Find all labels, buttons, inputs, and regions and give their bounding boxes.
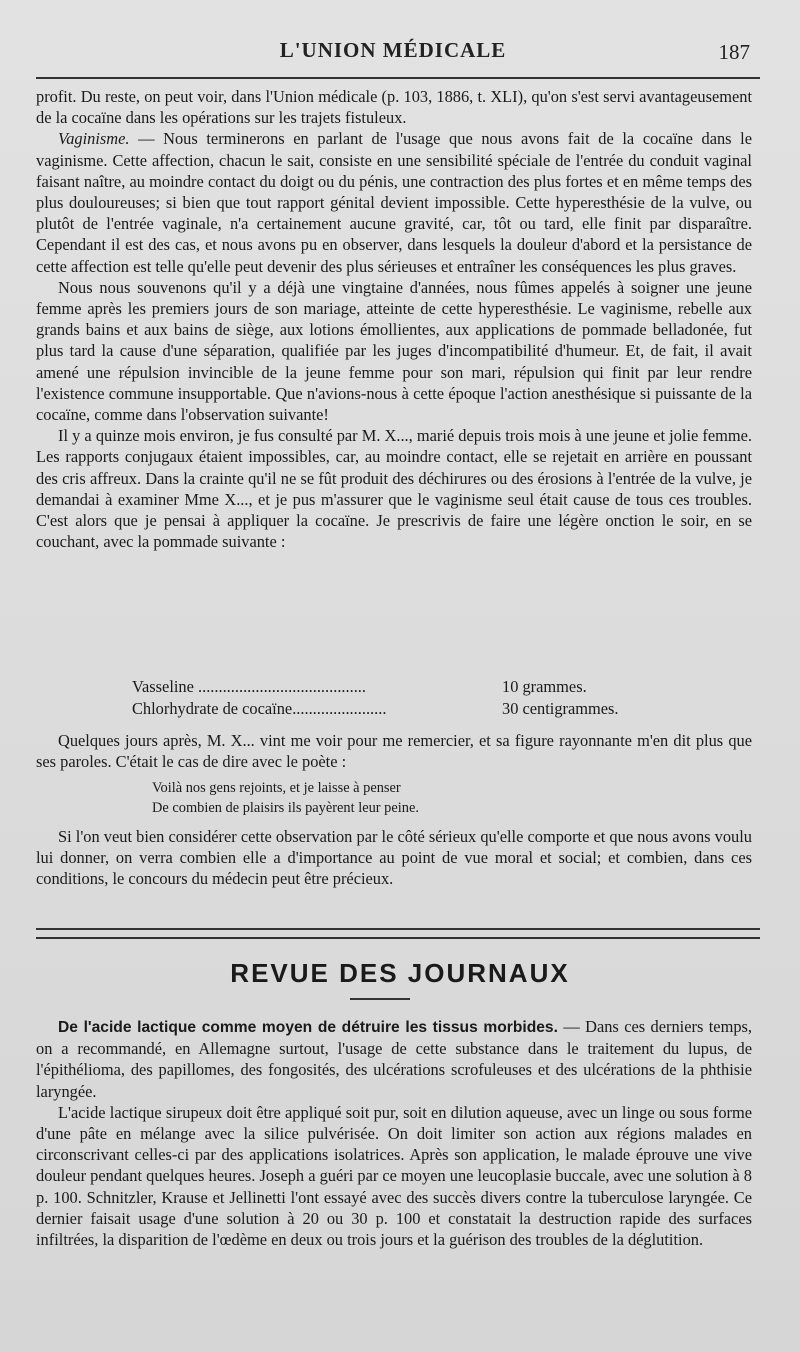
verse-line: Voilà nos gens rejoints, et je laisse à penser (152, 780, 401, 796)
ingredient-quantity: 30 centigrammes. (502, 699, 619, 718)
prescription-line (132, 698, 662, 720)
running-title: L'UNION MÉDICALE (279, 38, 507, 62)
article-lead-paragraph (36, 1016, 752, 1102)
article-title: De l'acide lactique comme moyen de détruire les tissus morbides. (58, 1019, 558, 1036)
title-underline (350, 998, 410, 1000)
journal-review-article (36, 1016, 752, 1250)
section-title: REVUE DES JOURNAUX (230, 958, 570, 988)
paragraph: L'acide lactique sirupeux doit être appliqué soit pur, soit en dilution aqueuse, avec un linge ou sous forme d'une pâte en mélange avec la silice pulvérisée. On doit limiter son action aux régions malades en circonscrivant celles-ci par des applications isolatrices. Après son application, le malade éprouve une vive douleur pendant quelques heures. Joseph a guéri par ce moyen une leucoplasie buccale, avec une solution à 8 p. 100. Schnitzler, Krause et Jellinetti l'ont essayé avec des succès divers contre la tuberculose laryngée. Ce dernier faisait usage d'une solution à 20 ou 30 p. 100 et constatait la destruction rapide des surfaces infiltrées, la disparition de l'œdème en deux ou trois jours et la guérison des troubles de la déglutition. (36, 1102, 752, 1250)
section-divider (36, 928, 760, 939)
paragraph: Quelques jours après, M. X... vint me voir pour me remercier, et sa figure rayonnante m'en dit plus que ses paroles. C'était le cas de dire avec le poète : (36, 731, 752, 772)
prescription (132, 676, 662, 720)
ingredient-name: Vasseline ......................................... (132, 677, 367, 696)
paragraph: Il y a quinze mois environ, je fus consulté par M. X..., marié depuis trois mois à une jeune et jolie femme. Les rapports conjugaux étaient impossibles, car, au moindre contact, elle se rejetait en arrière en poussant des cris affreux. Dans la crainte qu'il ne se fût produit des déchirures ou des érosions à l'entrée de la vulve, je demandai à examiner Mme X..., et je pus m'assurer que le vaginisme seul était cause de tous ces troubles. C'est alors que je pensai à appliquer la cocaïne. Je prescrivis de faire une légère onction le soir, en se couchant, avec la pommade suivante : (36, 426, 752, 552)
paragraph-text: — Nous terminerons en parlant de l'usage que nous avons fait de la cocaïne dans le vaginisme. Cette affection, chacun le sait, consiste en une sensibilité spéciale de l'entrée du conduit vaginal faisant naître, au moindre contact du doigt ou du pénis, une contraction des plus fortes et en même temps des plus douloureuses; si bien que tout rapport génital devient impossible. Cette hyperesthésie de la vulve, ou plutôt de l'entrée vaginale, n'a certainement aucune gravité, car, tôt ou tard, elle finit par disparaître. Cependant il est des cas, et nous avons pu en observer, dans lesquels la douleur d'abord et la persistance de cette affection est telle qu'elle peut devenir des plus sérieuses et entraîner les conséquences les plus graves. (36, 129, 752, 276)
paragraph-block (36, 730, 752, 772)
ingredient-name: Chlorhydrate de cocaïne....................... (132, 699, 387, 718)
paragraph: Nous nous souvenons qu'il y a déjà une vingtaine d'années, nous fûmes appelés à soigner une jeune femme après les premiers jours de son mariage, atteinte de cette hyperesthésie. Le vaginisme, rebelle aux grands bains et aux bains de siège, aux lotions émollientes, aux applications de pommade belladonée, fut plus tard la cause d'une séparation, qualifiée par les juges d'incompatibilité d'humeur. Et, de fait, il avait amené une répulsion invincible de la jeune femme pour son mari, répulsion qui finit par leur rendre l'existence commune insupportable. Que n'avions-nous à cette époque l'action anesthésique si puissante de la cocaïne, comme dans l'observation suivante! (36, 277, 752, 425)
prescription-line (132, 676, 662, 698)
paragraph: Si l'on veut bien considérer cette observation par le côté sérieux qu'elle comporte et que nous avons voulu lui donner, on verra combien elle a d'importance au point de vue moral et social; et combien, dans ces conditions, le concours du médecin peut être précieux. (36, 827, 752, 889)
paragraph-vaginisme (36, 128, 752, 276)
page-number: 187 (718, 40, 750, 64)
paragraph: profit. Du reste, on peut voir, dans l'Union médicale (p. 103, 1886, t. XLI), qu'on s'est servi avantageusement de la cocaïne dans les opérations sur les trajets fistuleux. (36, 87, 752, 128)
header-rule (36, 77, 760, 79)
paragraph-text: — Dans ces derniers temps, on a recommandé, en Allemagne surtout, l'usage de cette substance dans le traitement du lupus, de l'épithélioma, des papillomes, des fongosités, des ulcérations scrofuleuses et des ulcérations de la phthisie laryngée. (36, 1017, 752, 1101)
ingredient-quantity: 10 grammes. (502, 677, 587, 696)
running-head (36, 38, 750, 68)
run-in-heading: Vaginisme. (58, 129, 130, 149)
paragraph-block (36, 826, 752, 890)
article-continuation (36, 86, 752, 552)
verse-quote (152, 778, 419, 818)
verse-line: De combien de plaisirs ils payèrent leur peine. (152, 800, 419, 816)
